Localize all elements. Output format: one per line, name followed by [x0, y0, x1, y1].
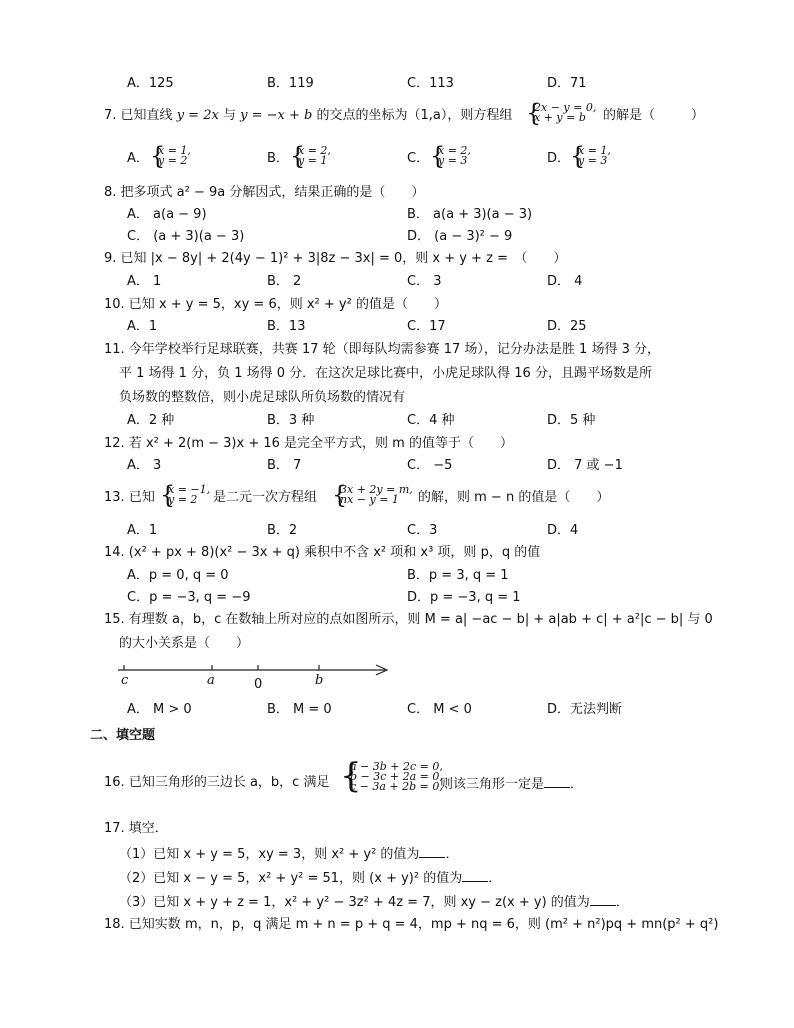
q8-option-c: C． (a + 3)(a − 3)	[127, 229, 245, 244]
q16-text-a: 16. 已知三角形的三边长 a，b，c 满足	[104, 775, 330, 790]
q6-option-b: B．119	[267, 76, 314, 91]
q13-solution: { x = −1, y = 2	[160, 481, 211, 509]
q9-option-d: D． 4	[547, 274, 583, 289]
q17-item-2: （2）已知 x − y = 5，x² + y² = 51，则 (x + y)² 的值为 ．	[119, 871, 502, 886]
q6-option-c: C．113	[407, 76, 454, 91]
q7-answer-paren: 的解是（ ）	[603, 108, 705, 123]
q7-option-a-label: A．	[127, 151, 149, 166]
label-c: c	[121, 673, 129, 688]
q15-option-b: B． M = 0	[267, 702, 332, 717]
q13-text-b: 是二元一次方程组	[213, 490, 318, 505]
q9-option-b: B． 2	[267, 274, 302, 289]
q11-option-d: D．5 种	[547, 413, 596, 428]
section-heading-fill-in: 二、填空题	[90, 728, 156, 743]
q9-option-a: A． 1	[127, 274, 162, 289]
q10-option-d: D．25	[547, 319, 587, 334]
q15-option-c: C． M < 0	[407, 702, 472, 717]
q16-system: { a − 3b + 2c = 0, b − 3c + 2a = 0, c − 3a + 2b = 0,	[340, 756, 443, 796]
q9-stem: 9. 已知 |x − 8y| + 2(4y − 1)² + 3|8z − 3x| = 0，则 x + y + z = （ ）	[104, 251, 567, 266]
q8-option-b: B． a(a + 3)(a − 3)	[407, 207, 533, 222]
q18-stem: 18. 已知实数 m，n，p，q 满足 m + n = p + q = 4，mp + nq = 6，则 (m² + n²)pq + mn(p² + q²)	[104, 917, 719, 932]
q13-option-b: B．2	[267, 523, 298, 538]
q13-option-a: A．1	[127, 523, 158, 538]
q10-stem: 10. 已知 x + y = 5，xy = 6，则 x² + y² 的值是（ ）	[104, 297, 447, 312]
q6-option-a: A．125	[127, 76, 174, 91]
q16-text-b: 则该三角形一定是 ．	[440, 777, 584, 792]
label-b: b	[315, 673, 324, 688]
q17-item-3: （3）已知 x + y + z = 1，x² + y² − 3z² + 4z = 7，则 xy − z(x + y) 的值为 ．	[119, 895, 629, 910]
q13-system: { 3x + 2y = m, nx − y = 1	[332, 481, 413, 509]
q11-line-1: 11. 今年学校举行足球联赛，共赛 17 轮（即每队均需参赛 17 场），记分办法是胜 1 场得 3 分，	[104, 342, 660, 357]
q7-option-b-label: B．	[267, 151, 289, 166]
q15-line-1: 15. 有理数 a，b，c 在数轴上所对应的点如图所示，则 M = a| −ac − b| + a|ab + c| + a²|c − b| 与 0	[104, 612, 713, 627]
q8-option-d: D． (a − 3)² − 9	[407, 229, 513, 244]
q9-option-c: C． 3	[407, 274, 442, 289]
q17-head: 17. 填空．	[104, 821, 168, 836]
q8-option-a: A． a(a − 9)	[127, 207, 207, 222]
q7-option-c: { x = 2, y = 3	[430, 142, 471, 170]
q12-stem: 12. 若 x² + 2(m − 3)x + 16 是完全平方式，则 m 的值等于（ ）	[104, 436, 513, 451]
q13-number: 13. 已知	[104, 490, 155, 505]
q10-option-b: B．13	[267, 319, 306, 334]
q10-option-c: C．17	[407, 319, 446, 334]
q14-stem: 14. (x² + px + 8)(x² − 3x + q) 乘积中不含 x² 项和 x³ 项，则 p，q 的值	[104, 545, 541, 560]
q14-option-c: C．p = −3, q = −9	[127, 590, 251, 605]
q17-2-answer-blank[interactable]	[462, 869, 488, 882]
q11-option-b: B．3 种	[267, 413, 315, 428]
label-a: a	[207, 673, 215, 688]
q12-option-a: A． 3	[127, 458, 162, 473]
q12-option-b: B． 7	[267, 458, 302, 473]
q15-line-2: 的大小关系是（ ）	[119, 636, 250, 651]
q15-option-a: A． M > 0	[127, 702, 192, 717]
q15-option-d: D．无法判断	[547, 702, 623, 717]
q16-answer-blank[interactable]	[544, 775, 570, 788]
q7-option-d: { x = 1, y = 3	[570, 142, 611, 170]
q6-option-d: D．71	[547, 76, 587, 91]
q7-option-b: { x = 2, y = 1	[290, 142, 331, 170]
q13-text-c: 的解，则 m − n 的值是（ ）	[418, 490, 610, 505]
q17-3-answer-blank[interactable]	[590, 893, 616, 906]
q7-option-d-label: D．	[547, 151, 571, 166]
q13-option-c: C．3	[407, 523, 438, 538]
number-line-figure	[110, 658, 400, 694]
q17-1-answer-blank[interactable]	[419, 845, 445, 858]
q7-option-a: { x = 1, y = 2	[150, 142, 191, 170]
q17-item-1: （1）已知 x + y = 5，xy = 3，则 x² + y² 的值为 ．	[119, 847, 459, 862]
q12-option-c: C． −5	[407, 458, 453, 473]
q12-option-d: D． 7 或 −1	[547, 458, 623, 473]
q13-option-d: D．4	[547, 523, 579, 538]
label-0: 0	[254, 677, 263, 692]
q10-option-a: A．1	[127, 319, 158, 334]
q14-option-d: D．p = −3, q = 1	[407, 590, 521, 605]
q7-option-c-label: C．	[407, 151, 430, 166]
q11-option-a: A．2 种	[127, 413, 175, 428]
q11-line-2: 平 1 场得 1 分，负 1 场得 0 分．在这次足球比赛中，小虎足球队得 16 分，且踢平场数是所	[119, 366, 652, 381]
q14-option-a: A．p = 0, q = 0	[127, 568, 229, 583]
q7-stem: 7. 已知直线 y = 2x 与 y = −x + b 的交点的坐标为（1,a），则方程组	[104, 108, 513, 123]
q7-system: { 2x − y = 0, x + y = b	[526, 99, 597, 127]
q8-stem: 8. 把多项式 a² − 9a 分解因式，结果正确的是（ ）	[104, 185, 425, 200]
q11-line-3: 负场数的整数倍，则小虎足球队所负场数的情况有	[119, 390, 406, 405]
q11-option-c: C．4 种	[407, 413, 455, 428]
q14-option-b: B．p = 3, q = 1	[407, 568, 509, 583]
